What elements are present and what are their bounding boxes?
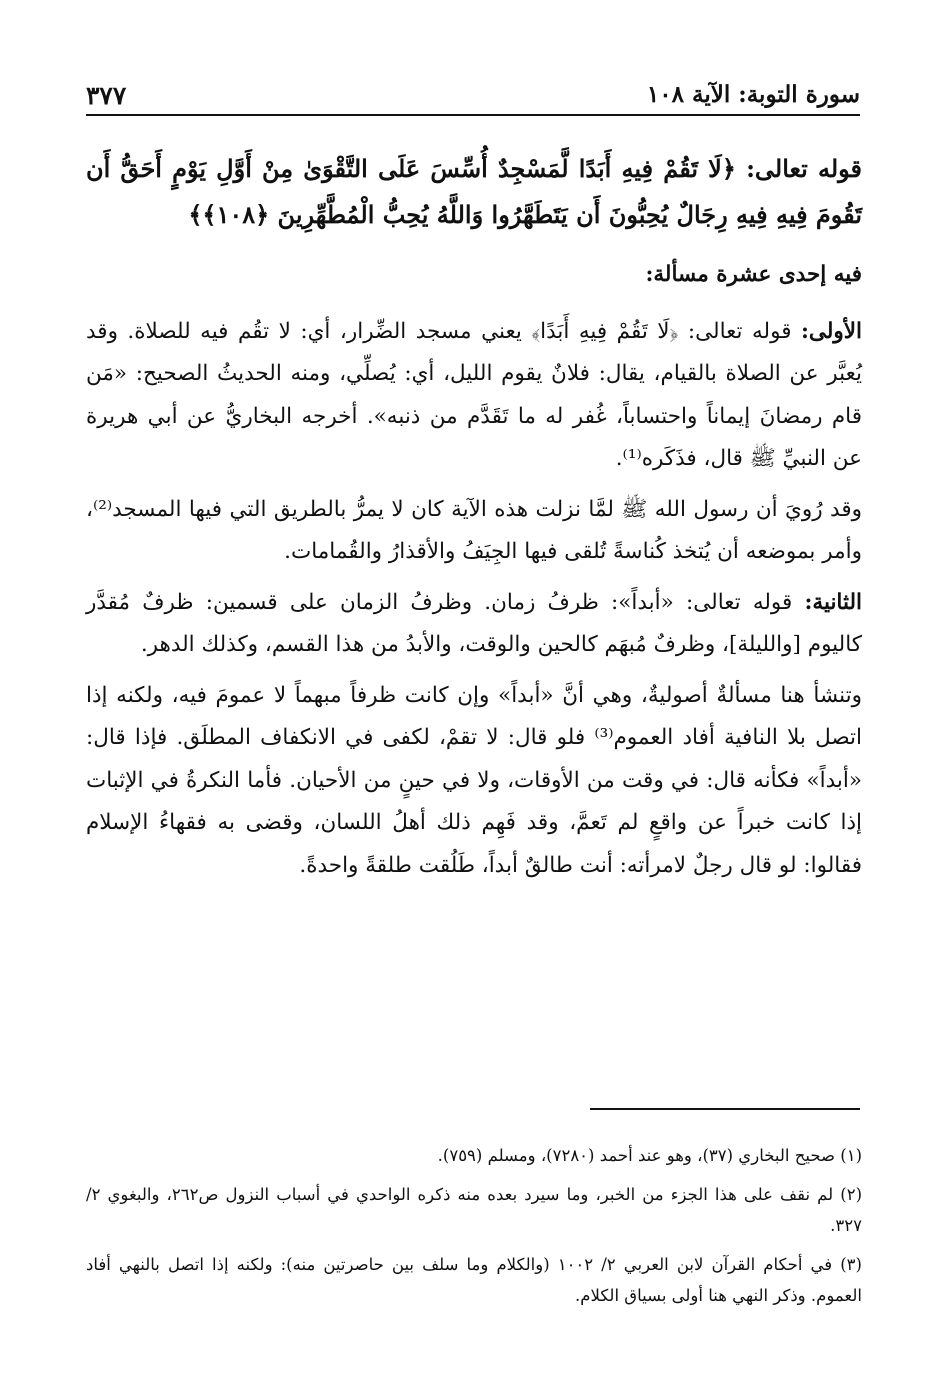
issue-lead: الأولى: bbox=[800, 318, 862, 344]
paragraph-narration bbox=[86, 489, 862, 574]
paragraph-issue-2 bbox=[86, 582, 862, 667]
verse-lead: قوله تعالى: bbox=[735, 154, 863, 183]
paragraph-issue-1 bbox=[86, 311, 862, 481]
paragraph-text: قوله تعالى: ﴿لَا تَقُمْ فِيهِ أَبَدًا﴾ يعني مسجد الضِّرار، أي: لا تقُم فيه للصلاة. وقد يُعبَّر عن الصلاة بالقيام، يقال: فلانٌ يقوم الليل، أي: يُصلِّي، ومنه الحديثُ الصحيح: «مَن قام رمضانَ إيماناً واحتساباً، غُفر له ما تَقَدَّم من ذنبه». أخرجه البخاريُّ عن أبي هريرة عن النبيِّ ﷺ قال، فذَكَره⁽¹⁾. bbox=[86, 318, 862, 471]
paragraph-text: وقد رُويَ أن رسول الله ﷺ لمَّا نزلت هذه الآية كان لا يمرُّ بالطريق التي فيها المسجد⁽²⁾، وأمر بموضعه أن يُتخذ كُناسةً تُلقى فيها الجِيَفُ والأقذارُ والقُمامات. bbox=[86, 496, 862, 564]
verse-paragraph bbox=[86, 146, 862, 238]
issues-intro: فيه إحدى عشرة مسألة: bbox=[645, 262, 862, 287]
page-header bbox=[86, 74, 860, 116]
main-text bbox=[86, 146, 862, 895]
footnote-1: (١) صحيح البخاري (٣٧)، وهو عند أحمد (٧٢٨٠)، ومسلم (٧٥٩). bbox=[437, 1146, 862, 1165]
running-title: سورة التوبة: الآية ١٠٨ bbox=[646, 81, 860, 108]
paragraph-text: وتنشأ هنا مسألةٌ أصوليةٌ، وهي أنَّ «أبداً» وإن كانت ظرفاً مبهماً لا عمومَ فيه، ولكنه إذا اتصل بلا النافية أفاد العموم⁽³⁾ فلو قال: لا تقمْ، لكفى في الانكفاف المطلَق. فإذا قال: «أبداً» فكأنه قال: في وقت من الأوقات، ولا في حينٍ من الأحيان. فأما النكرةُ في الإثبات إذا كانت خبراً عن واقعٍ لم تَعمَّ، وقد فَهِم ذلك أهلُ اللسان، وقضى به فقهاءُ الإسلام فقالوا: لو قال رجلٌ لامرأته: أنت طالقٌ أبداً، طَلُقت طلقةً واحدةً. bbox=[86, 682, 862, 878]
footnote-2: (٢) لم نقف على هذا الجزء من الخبر، وما سيرد بعده منه ذكره الواحدي في أسباب النزول ص٢٦٢، والبغوي ٢/ ٣٢٧. bbox=[86, 1185, 862, 1235]
footnote-separator bbox=[590, 1108, 860, 1110]
footnotes bbox=[86, 1140, 862, 1319]
footnote-3: (٣) في أحكام القرآن لابن العربي ٢/ ١٠٠٢ (والكلام وما سلف بين حاصرتين منه): ولكنه إذا اتصل بالنهي أفاد العموم. وذكر النهي هنا أولى بسياق الكلام. bbox=[86, 1255, 862, 1305]
paragraph-usul bbox=[86, 675, 862, 888]
issue-lead: الثانية: bbox=[804, 589, 862, 615]
verse-text: ﴿لَا تَقُمْ فِيهِ أَبَدًا لَّمَسْجِدٌ أُسِّسَ عَلَى التَّقْوَىٰ مِنْ أَوَّلِ يَوْمٍ أَحَقُّ أَن تَقُومَ فِيهِ فِيهِ رِجَالٌ يُحِبُّونَ أَن يَتَطَهَّرُوا وَاللَّهُ يُحِبُّ الْمُطَّهِّرِينَ ﴿١٠٨﴾﴾ bbox=[86, 154, 862, 229]
page-number: ٣٧٧ bbox=[86, 81, 127, 110]
paragraph-text: قوله تعالى: «أبداً»: ظرفُ زمان. وظرفُ الزمان على قسمين: ظرفٌ مُقدَّر كاليوم [والليلة]، وظرفٌ مُبهَم كالحين والوقت، والأبدُ من هذا القسم، وكذلك الدهر. bbox=[86, 589, 862, 657]
